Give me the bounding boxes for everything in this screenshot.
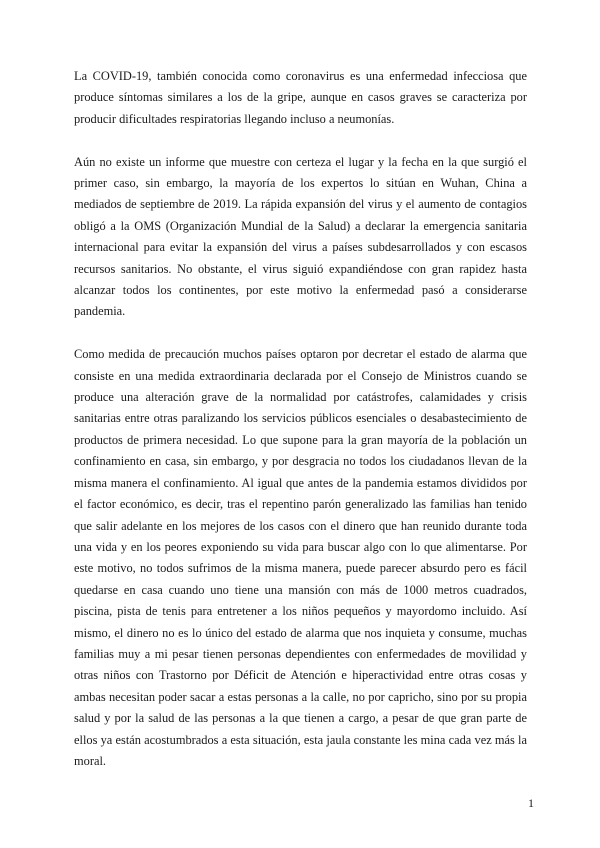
paragraph-2: Aún no existe un informe que muestre con certeza el lugar y la fecha en la que surgió el primer caso, sin embargo, la mayoría de los expertos lo sitúan en Wuhan, China a mediados de septiembre de 2019. La rápida expansión del virus y el aumento de contagios obligó a la OMS (Organización Mundial de la Salud) a declarar la emergencia sanitaria internacional para evitar la expansión del virus a países subdesarrollados y con escasos recursos sanitarios. No obstante, el virus siguió expandiéndose con gran rapidez hasta alcanzar todos los continentes, por este motivo la enfermedad pasó a considerarse pandemia. [74, 154, 527, 319]
page-number: 1 [528, 796, 534, 810]
document-body [74, 66, 527, 794]
paragraph-1: La COVID-19, también conocida como coronavirus es una enfermedad infecciosa que produce síntomas similares a los de la gripe, aunque en casos graves se caracteriza por producir dificultades respiratorias llegando incluso a neumonías. [74, 69, 527, 126]
paragraph-3: Como medida de precaución muchos países optaron por decretar el estado de alarma que consiste en una medida extraordinaria declarada por el Consejo de Ministros cuando se produce una alteración grave de la normalidad por catástrofes, calamidades y crisis sanitarias entre otras paralizando los servicios públicos esenciales o desabastecimiento de productos de primera necesidad. Lo que supone para la gran mayoría de la población un confinamiento en casa, sin embargo, y por desgracia no todos los ciudadanos llevan de la misma manera el confinamiento. Al igual que antes de la pandemia estamos divididos por el factor económico, es decir, tras el repentino parón generalizado las familias han tenido que salir adelante en los mejores de los casos con el dinero que han reunido durante toda una vida y en los peores exponiendo su vida para buscar algo con lo que alimentarse. Por este motivo, no todos sufrimos de la misma manera, puede parecer absurdo pero es fácil quedarse en casa cuando uno tiene una mansión con más de 1000 metros cuadrados, piscina, pista de tenis para entretener a los niños pequeños y mayordomo incluido. Así mismo, el dinero no es lo único del estado de alarma que nos inquieta y consume, muchas familias muy a mi pesar tienen personas dependientes con enfermedades de movilidad y otras niños con Trastorno por Déficit de Atención e hiperactividad entre otras cosas y ambas necesitan poder sacar a estas personas a la calle, no por capricho, sino por su propia salud y por la salud de las personas a la que tienen a cargo, a pesar de que gran parte de ellos ya están acostumbrados a esta situación, esta jaula constante les mina cada vez más la moral. [74, 347, 527, 768]
